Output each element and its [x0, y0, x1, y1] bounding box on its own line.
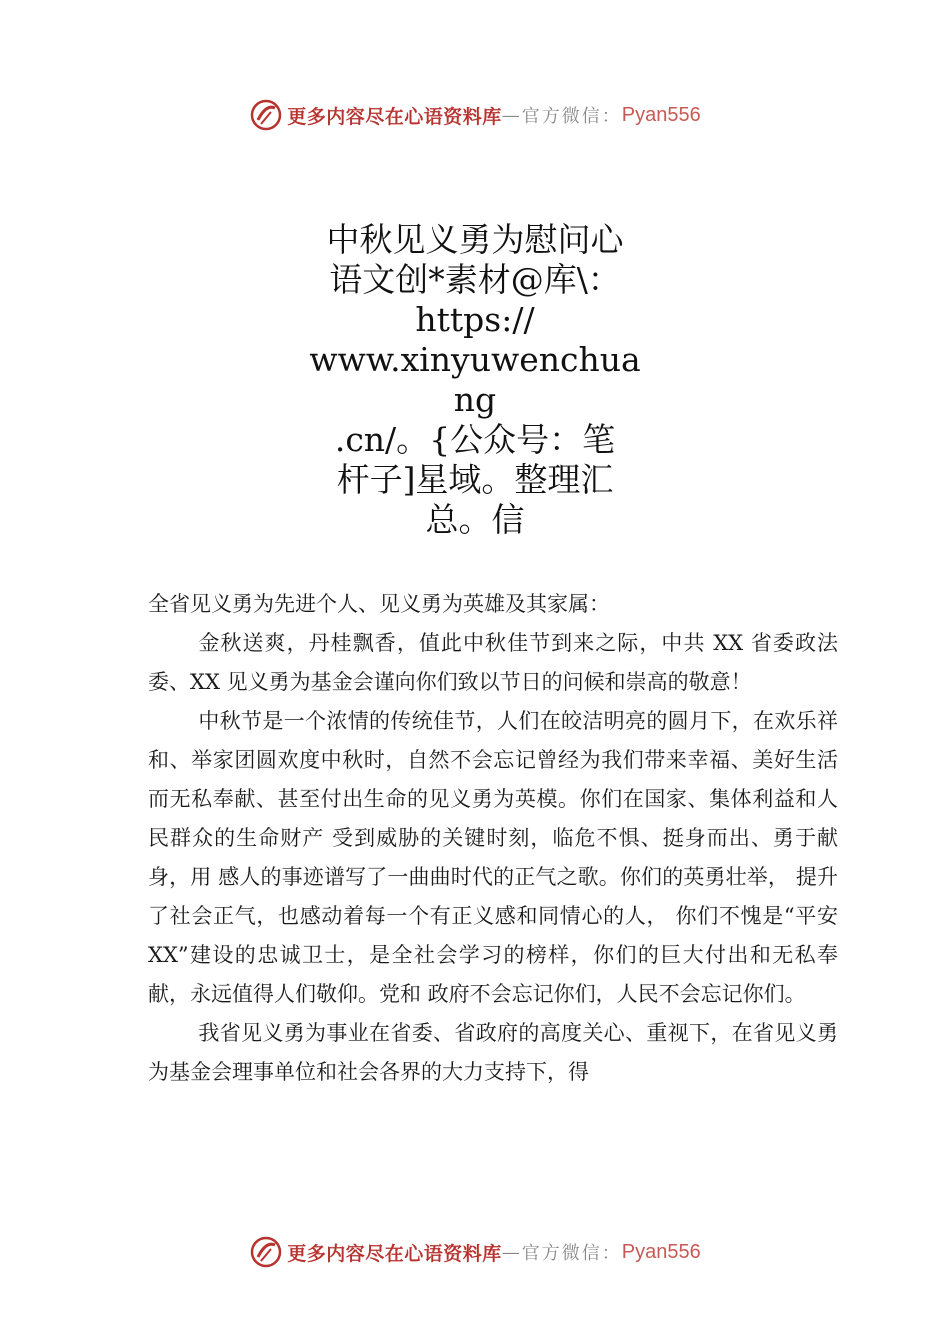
title-line: 中秋见义勇为慰问心 — [326, 220, 624, 259]
header-banner — [0, 95, 950, 135]
salutation: 全省见义勇为先进个人、见义勇为英雄及其家属： — [148, 592, 610, 616]
footer-banner — [0, 1232, 950, 1272]
banner-text: 更多内容尽在心语资料库 — [287, 1242, 502, 1265]
document-title — [300, 220, 650, 540]
title-line: https:// — [415, 300, 535, 339]
banner-wechat-id: Pyan556 — [621, 103, 701, 126]
title-line: 语文创*素材@库\： — [329, 260, 621, 299]
paragraph: 我省见义勇为事业在省委、省政府的高度关心、重视下，在省见义勇为基金会理事单位和社会各界的大力支持下，得 — [148, 1021, 838, 1084]
paragraph: 金秋送爽，丹桂飘香，值此中秋佳节到来之际，中共 XX 省委政法委、XX 见义勇为基金会谨向你们致以节日的问候和崇高的敬意！ — [148, 631, 838, 694]
document-body — [148, 585, 838, 1092]
paragraph: 中秋节是一个浓情的传统佳节，人们在皎洁明亮的圆月下，在欢乐祥和、举家团圆欢度中秋时，自然不会忘记曾经为我们带来幸福、美好生活而无私奉献、甚至付出生命的见义勇为英模。你们在国家、集体利益和人民群众的生命财产 受到威胁的关键时刻，临危不惧、挺身而出、勇于献身，用 感人的事迹谱写了一曲曲时代的正气之歌。你们的英勇壮举， 提升了社会正气，也感动着每一个有正义感和同情心的人， 你们不愧是“平安 XX”建设的忠诚卫士，是全社会学习的榜样，你们的巨大付出和无私奉献，永远值得人们敬仰。党和 政府不会忘记你们，人民不会忘记你们。 — [148, 709, 838, 1006]
banner-dash: — — [501, 1241, 522, 1263]
title-line: 杆子]星域。整理汇 — [336, 460, 614, 499]
title-line: .cn/。{公众号：笔 — [334, 420, 616, 459]
banner-wechat-label: 官方微信： — [521, 1243, 622, 1264]
logo-icon — [249, 98, 283, 132]
banner-wechat-label: 官方微信： — [521, 106, 622, 127]
banner-dash: — — [501, 104, 522, 126]
title-line: www.xinyuwenchuang — [309, 340, 641, 419]
logo-icon — [249, 1235, 283, 1269]
title-line: 总。信 — [425, 500, 525, 539]
banner-text: 更多内容尽在心语资料库 — [287, 105, 502, 128]
banner-wechat-id: Pyan556 — [621, 1240, 701, 1263]
